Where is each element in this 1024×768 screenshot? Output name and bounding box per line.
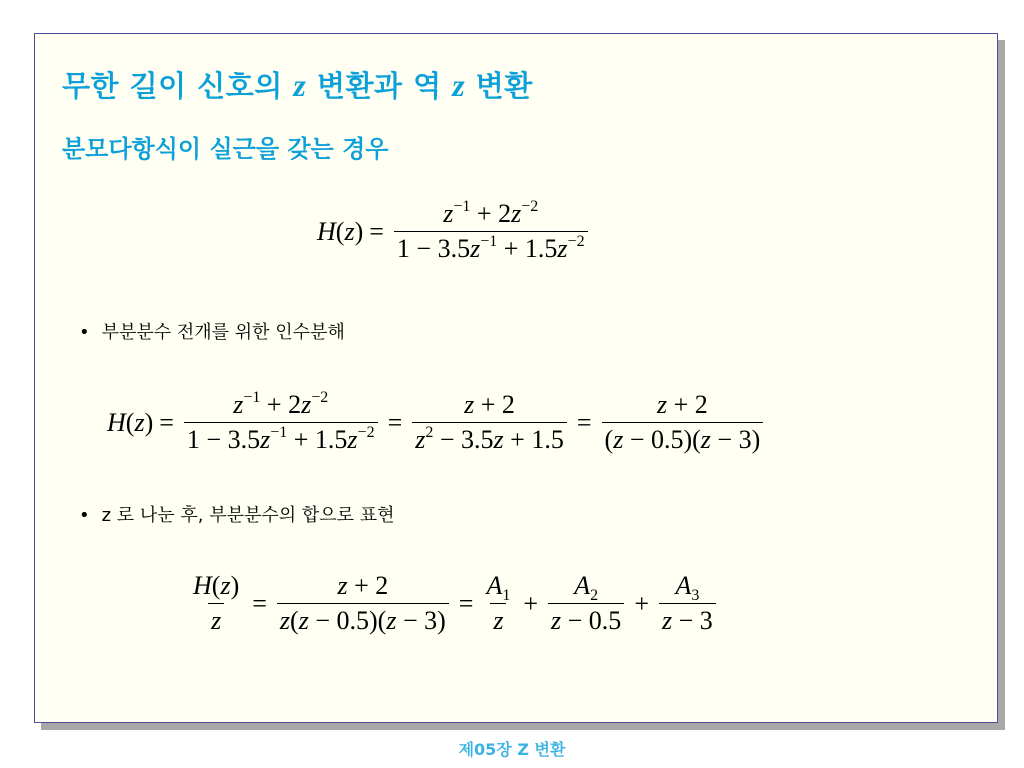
bullet-factorization [79,318,345,344]
slide-title [62,64,533,105]
term-a1: $\frac{A_1}{z}$ [486,571,511,635]
title-part-2: 변환과 역 [306,69,453,103]
bullet-dot: • [79,322,90,343]
title-variable-z: z [293,67,307,103]
slide-frame [34,33,998,723]
divided-fraction: $\frac{z + 2}{z(z - 0.5)(z - 3)}$ [277,571,449,636]
bullet-text: 부분분수 전개를 위한 인수분해 [101,322,345,343]
title-part-1: 무한 길이 신호의 [62,69,294,103]
title-part-3: 변환 [465,69,533,103]
term-a3: $\frac{A_3}{z - 3}$ [659,571,716,636]
footer-chapter-label: 제05장 Z 변환 [458,740,566,759]
polynomial-fraction: $\frac{z + 2}{z^2 - 3.5z + 1.5}$ [412,390,567,455]
factored-fraction: $\frac{z + 2}{(z - 0.5)(z - 3)}$ [602,390,764,455]
transfer-function-fraction: $\frac{z^{-1} + 2z^{-2}}{1 - 3.5z^{-1} + 1.5z^{-2}}$ [394,199,588,264]
bullet-text: z 로 나눈 후, 부분분수의 합으로 표현 [101,505,395,526]
term-a2: $\frac{A_2}{z - 0.5}$ [548,571,624,636]
bullet-dot: • [79,505,90,526]
hz-over-z-fraction: $\frac{H(z)}{z}$ [193,571,240,635]
title-variable-z-2: z [452,67,466,103]
partial-fraction-equation: $\frac{H(z)}{z}$ = $\frac{z + 2}{z(z - 0.5)(z - 3)}$ = $\frac{A_1}{z}$ + $\frac{A_2}{z - 0.5}$ + $\frac{A_3}{z - 3}$ [186,571,720,636]
bullet-partial-fraction [79,501,395,527]
transfer-function-equation: H(z) = $\frac{z^{-1} + 2z^{-2}}{1 - 3.5z^{-1} + 1.5z^{-2}}$ [317,199,592,264]
original-fraction: $\frac{z^{-1} + 2z^{-2}}{1 - 3.5z^{-1} + 1.5z^{-2}}$ [184,390,378,455]
factorization-equation: H(z) = $\frac{z^{-1} + 2z^{-2}}{1 - 3.5z^{-1} + 1.5z^{-2}}$ = $\frac{z + 2}{z^2 - 3.5z + 1.5}$ = $\frac{z + 2}{(z - 0.5)(z - 3)}$ [107,390,767,455]
slide-subtitle: 분모다항식이 실근을 갖는 경우 [62,135,389,163]
